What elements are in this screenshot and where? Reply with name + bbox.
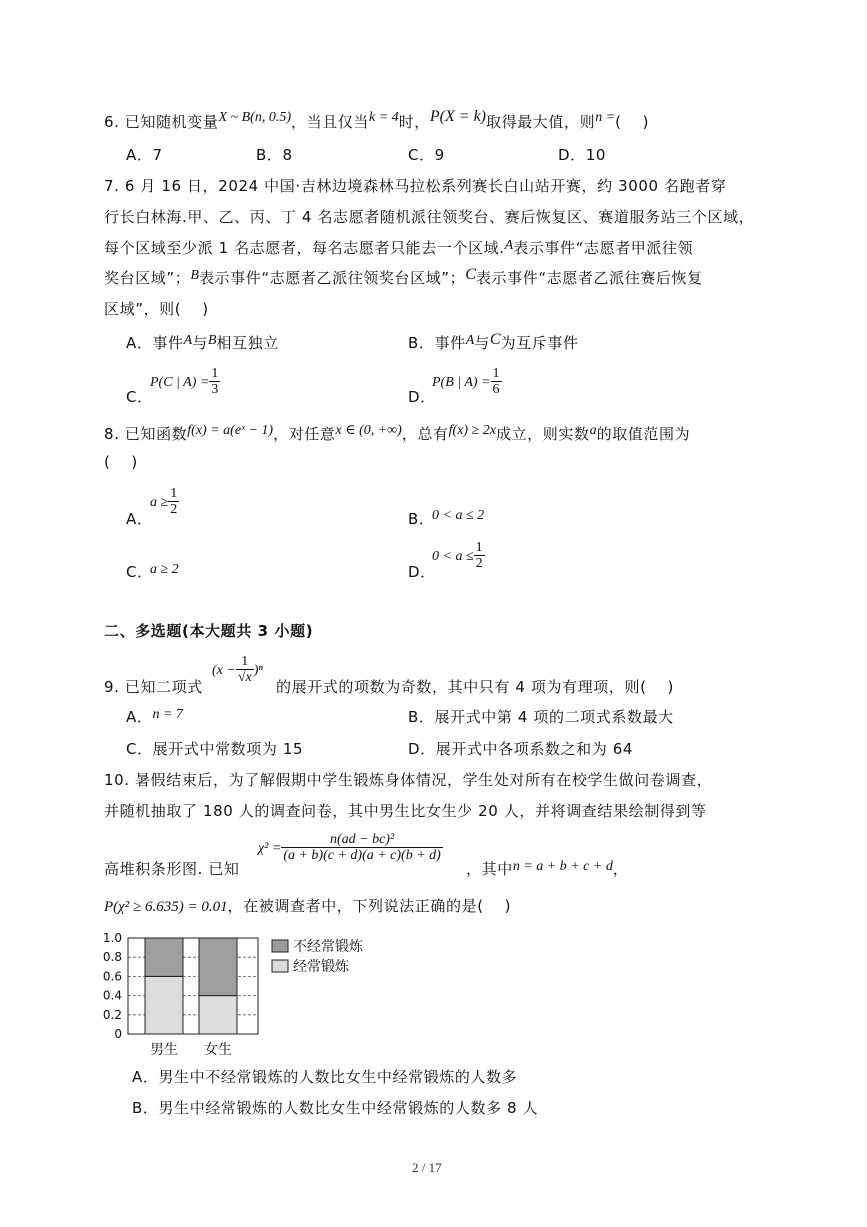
page-number: 2 / 17 [412, 1160, 442, 1175]
q7-option-d-expr: P(B | A) = [432, 375, 491, 390]
q10-line-4 [104, 896, 511, 917]
q7-option-c-expr: P(C | A) = [150, 375, 210, 390]
q10-line-2: 并随机抽取了 180 人的调查问卷，其中男生比女生少 20 人，并将调查结果绘制得到等 [104, 802, 707, 820]
q6-stem-b: ，当且仅当 [291, 113, 370, 131]
q8-option-c-label: C． [126, 563, 153, 581]
q6-math-n: n = [595, 110, 616, 125]
q10-line-3-b [466, 859, 628, 881]
q10-chi-numerator: n(ad − bc)² [281, 832, 443, 848]
q9-option-d: D．展开式中各项系数之和为 64 [408, 740, 634, 758]
q6-option-b: B．8 [256, 146, 293, 164]
q9-option-a [126, 707, 183, 729]
q9-option-c: C．展开式中常数项为 15 [126, 740, 304, 758]
q8-option-c-math [150, 558, 179, 580]
q9-binomial-den: √x [237, 670, 252, 685]
q8-option-d-label: D． [408, 563, 436, 581]
q7-line-3-text-b: 表示事件“志愿者甲派往领 [513, 239, 694, 257]
q6-stem-c: 时， [398, 113, 430, 131]
q8-option-d-math [432, 540, 485, 571]
q6-option-a: A．7 [126, 146, 163, 164]
q10-line-3-a: 高堆积条形图. 已知 [104, 860, 240, 878]
q8-option-d-expr: 0 < a ≤ [432, 549, 474, 564]
q7-line-3-text: 每个区域至少派 1 名志愿者，每名志愿者只能去一个区域. [104, 239, 505, 257]
q6-option-c: C．9 [408, 146, 445, 164]
q7-line-4-b: 表示事件“志愿者乙派往领奖台区域”； [198, 269, 466, 287]
q7-line-5: 区域”，则( ) [104, 300, 209, 318]
q7-option-b-text: B．事件 [408, 334, 466, 352]
q7-option-d-math [432, 366, 502, 397]
q7-event-b: B [190, 268, 199, 283]
q8-option-d-den: 2 [475, 556, 483, 571]
q7-option-a-math-a: A [183, 333, 193, 348]
q10-line-3-where: ，其中 [466, 860, 513, 878]
legend-swatch [272, 940, 288, 952]
q8-line-2: ( ) [104, 453, 138, 471]
q9-binomial-left: (x − [212, 663, 236, 678]
q9-binomial [212, 654, 263, 685]
q10-option-b: B．男生中经常锻炼的人数比女生中经常锻炼的人数多 8 人 [132, 1099, 539, 1117]
q10-line-4-text: ，在被调查者中，下列说法正确的是( ) [227, 897, 512, 915]
q6-stem-a: 6. 已知随机变量 [104, 113, 219, 131]
legend-swatch [272, 960, 288, 972]
q8-option-b-label: B． [408, 510, 435, 528]
q8-stem-d: 成立，则实数 [495, 425, 590, 443]
q10-option-a: A．男生中不经常锻炼的人数比女生中经常锻炼的人数多 [132, 1068, 518, 1086]
y-tick-label: 0.6 [102, 969, 122, 984]
q8-stem-a: 8. 已知函数 [104, 425, 188, 443]
q8-stem-c: ，总有 [401, 425, 449, 443]
q6-math-distribution: X ~ B(n, 0.5) [218, 110, 291, 125]
q10-line-3-math: n = a + b + c + d [512, 859, 613, 874]
q10-chi-square-formula [258, 832, 443, 863]
bar-segment [199, 938, 237, 996]
q8-option-d-num: 1 [475, 540, 483, 555]
bar-segment [145, 938, 183, 976]
q9-binomial-right: )ⁿ [253, 663, 263, 678]
q8-math-a: a [589, 423, 597, 438]
q9-option-a-label: A． [126, 708, 153, 726]
q7-line-4-c: 表示事件“志愿者乙派往赛后恢复 [475, 269, 703, 287]
q7-option-a-text-b: 与 [192, 334, 208, 352]
q9-stem-a: 9. 已知二项式 [104, 678, 203, 696]
q8-stem-b: ，对任意 [273, 425, 336, 443]
q7-line-2: 行长白林海.甲、乙、丙、丁 4 名志愿者随机派往领奖台、赛后恢复区、赛道服务站三个区域， [104, 208, 755, 226]
q7-line-3 [104, 238, 693, 260]
y-tick-label: 1.0 [102, 931, 122, 945]
q7-option-d-label: D． [408, 388, 436, 406]
x-category-label: 男生 [150, 1042, 178, 1058]
q8-option-a-num: 1 [170, 486, 178, 501]
y-tick-label: 0.8 [102, 950, 122, 965]
q7-option-a-math-b: B [207, 333, 217, 348]
q7-option-c-den: 3 [211, 382, 219, 397]
q7-option-b-text-b: 与 [474, 334, 490, 352]
q7-option-c-num: 1 [211, 366, 219, 381]
q10-line-1: 10. 暑假结束后，为了解假期中学生锻炼身体情况，学生处对所有在校学生做问卷调查， [104, 771, 713, 789]
q9-option-b: B．展开式中第 4 项的二项式系数最大 [408, 708, 674, 726]
q6-stem [104, 108, 650, 134]
q7-option-b-math-c: C [489, 331, 501, 348]
q7-option-a-text: A．事件 [126, 334, 184, 352]
y-tick-label: 0.4 [102, 988, 122, 1003]
q7-line-1: 7. 6 月 16 日，2024 中国·吉林边境森林马拉松系列赛长白山站开赛，约 3000 名跑者穿 [104, 177, 727, 195]
legend-label: 不经常锻炼 [293, 939, 363, 955]
bar-segment [145, 976, 183, 1034]
q8-stem-e: 的取值范围为 [596, 425, 691, 443]
q7-option-c-math [150, 366, 220, 397]
x-category-label: 女生 [204, 1042, 232, 1058]
q7-option-d-num: 1 [492, 366, 500, 381]
q7-option-b-math-a: A [465, 333, 475, 348]
q7-option-b [408, 333, 579, 355]
q7-option-b-text-c: 为互斥事件 [500, 334, 579, 352]
q7-option-c-label: C． [126, 388, 153, 406]
q7-line-4 [104, 268, 703, 290]
q8-math-domain: x ∈ (0, +∞) [335, 423, 402, 438]
q6-option-d: D．10 [558, 146, 607, 164]
q7-line-4-a: 奖台区域”； [104, 269, 191, 287]
q6-math-prob: P(X = k) [429, 108, 486, 125]
q8-stem [104, 424, 690, 446]
bar-segment [199, 996, 237, 1034]
q7-event-c: C [465, 266, 476, 283]
stacked-bar-chart [100, 926, 390, 1062]
q9-stem-b: 的展开式的项数为奇数，其中只有 4 项为有理项，则( ) [276, 678, 674, 696]
q8-option-a-label: A． [126, 510, 153, 528]
q7-option-d-den: 6 [492, 382, 500, 397]
q8-option-b-expr: 0 < a ≤ 2 [432, 508, 485, 523]
q6-math-k: k = 4 [369, 110, 399, 125]
q10-chi-denominator: (a + b)(c + d)(a + c)(b + d) [283, 848, 441, 863]
q7-option-a [126, 333, 279, 355]
q9-binomial-num: 1 [236, 654, 254, 670]
q7-option-a-text-c: 相互独立 [216, 334, 279, 352]
q8-option-a-den: 2 [170, 502, 178, 517]
q10-line-3-comma: ， [612, 860, 629, 878]
q6-stem-e: ( ) [615, 113, 650, 131]
y-tick-label: 0 [114, 1027, 122, 1041]
q8-option-b-math [432, 504, 484, 526]
q8-option-c-expr: a ≥ 2 [150, 562, 179, 577]
q9-option-a-math: n = 7 [152, 707, 183, 722]
q6-stem-d: 取得最大值，则 [486, 113, 596, 131]
legend-label: 经常锻炼 [293, 959, 349, 975]
q8-math-inequality: f(x) ≥ 2x [448, 423, 496, 438]
y-tick-label: 0.2 [102, 1007, 122, 1022]
section-heading-multi-choice: 二、多选题(本大题共 3 小题) [104, 622, 314, 640]
q8-option-a-math [150, 486, 179, 517]
q8-option-a-expr: a ≥ [150, 495, 169, 510]
q7-event-a: A [504, 238, 514, 253]
q8-math-function: f(x) = a(eˣ − 1) [187, 423, 274, 438]
q10-chi-lhs: χ² = [258, 841, 282, 856]
q10-line-4-math: P(χ² ≥ 6.635) = 0.01 [104, 899, 228, 915]
